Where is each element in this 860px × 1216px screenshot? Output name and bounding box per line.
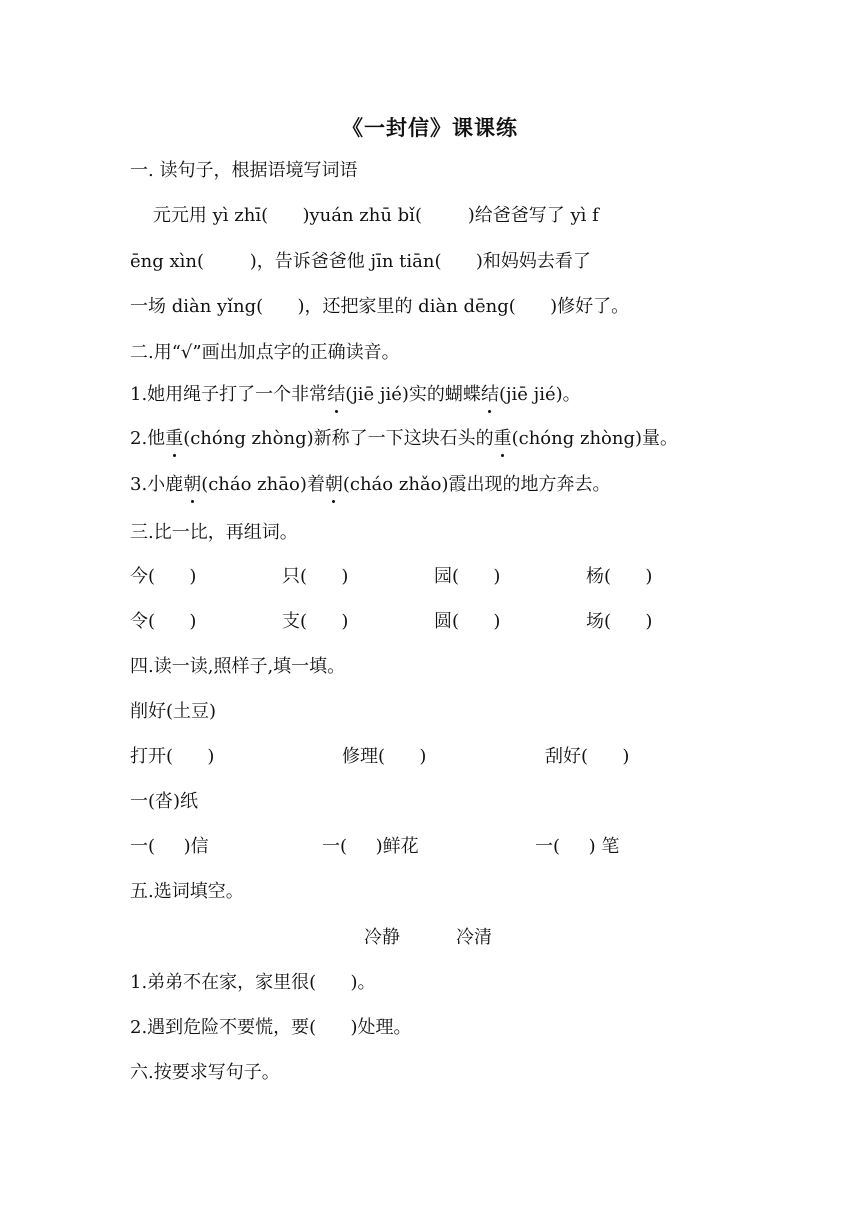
compare-item: 圆( ) xyxy=(434,611,501,632)
dotted-char: 重 xyxy=(494,425,512,453)
section1-line-3: 一场 diàn yǐng( )，还把家里的 diàn dēng( )修好了。 xyxy=(130,296,630,317)
section4-example-1: 削好(土豆) xyxy=(130,701,217,722)
section1-line-1: 元元用 yì zhī( )yuán zhū bǐ( )给爸爸写了 yì f xyxy=(130,205,599,226)
compare-item: 场( ) xyxy=(586,611,653,632)
section5-item-2: 2.遇到危险不要慌，要( )处理。 xyxy=(130,1017,412,1038)
section4-example-2: 一(沓)纸 xyxy=(130,791,199,812)
fill-item: 刮好( ) xyxy=(545,746,630,767)
section5-heading: 五.选词填空。 xyxy=(130,881,244,902)
section1-heading: 一. 读句子，根据语境写词语 xyxy=(130,160,358,181)
word-choice: 冷清 xyxy=(456,927,492,948)
compare-item: 令( ) xyxy=(130,611,197,632)
compare-item: 今( ) xyxy=(130,566,197,587)
fill-item: 一( )信 xyxy=(130,836,209,857)
page-title: 《一封信》课课练 xyxy=(342,116,518,140)
compare-item: 支( ) xyxy=(282,611,349,632)
compare-item: 园( ) xyxy=(434,566,501,587)
section2-item-2: 2.他重(chóng zhòng)新称了一下这块石头的重(chóng zhòng)量。 xyxy=(130,425,678,453)
compare-item: 只( ) xyxy=(282,566,349,587)
word-choice: 冷静 xyxy=(364,927,400,948)
fill-item: 修理( ) xyxy=(342,746,427,767)
section5-item-1: 1.弟弟不在家，家里很( )。 xyxy=(130,972,376,993)
dotted-char: 朝 xyxy=(325,471,343,499)
section2-heading: 二.用“√”画出加点字的正确读音。 xyxy=(130,342,400,363)
fill-item: 一( )鲜花 xyxy=(322,836,419,857)
section4-heading: 四.读一读,照样子,填一填。 xyxy=(130,656,346,677)
section6-heading: 六.按要求写句子。 xyxy=(130,1062,280,1083)
section2-item-1: 1.她用绳子打了一个非常结(jiē jié)实的蝴蝶结(jiē jié)。 xyxy=(130,381,581,409)
dotted-char: 重 xyxy=(165,425,183,453)
dotted-char: 结 xyxy=(327,381,345,409)
dotted-char: 朝 xyxy=(183,471,201,499)
fill-item: 一( ) 笔 xyxy=(535,836,620,857)
section3-heading: 三.比一比，再组词。 xyxy=(130,522,298,543)
dotted-char: 结 xyxy=(481,381,499,409)
section1-line-2: ēng xìn( )，告诉爸爸他 jīn tiān( )和妈妈去看了 xyxy=(130,251,591,272)
compare-item: 杨( ) xyxy=(586,566,653,587)
section2-item-3: 3.小鹿朝(cháo zhāo)着朝(cháo zhǎo)霞出现的地方奔去。 xyxy=(130,471,611,499)
fill-item: 打开( ) xyxy=(130,746,215,767)
